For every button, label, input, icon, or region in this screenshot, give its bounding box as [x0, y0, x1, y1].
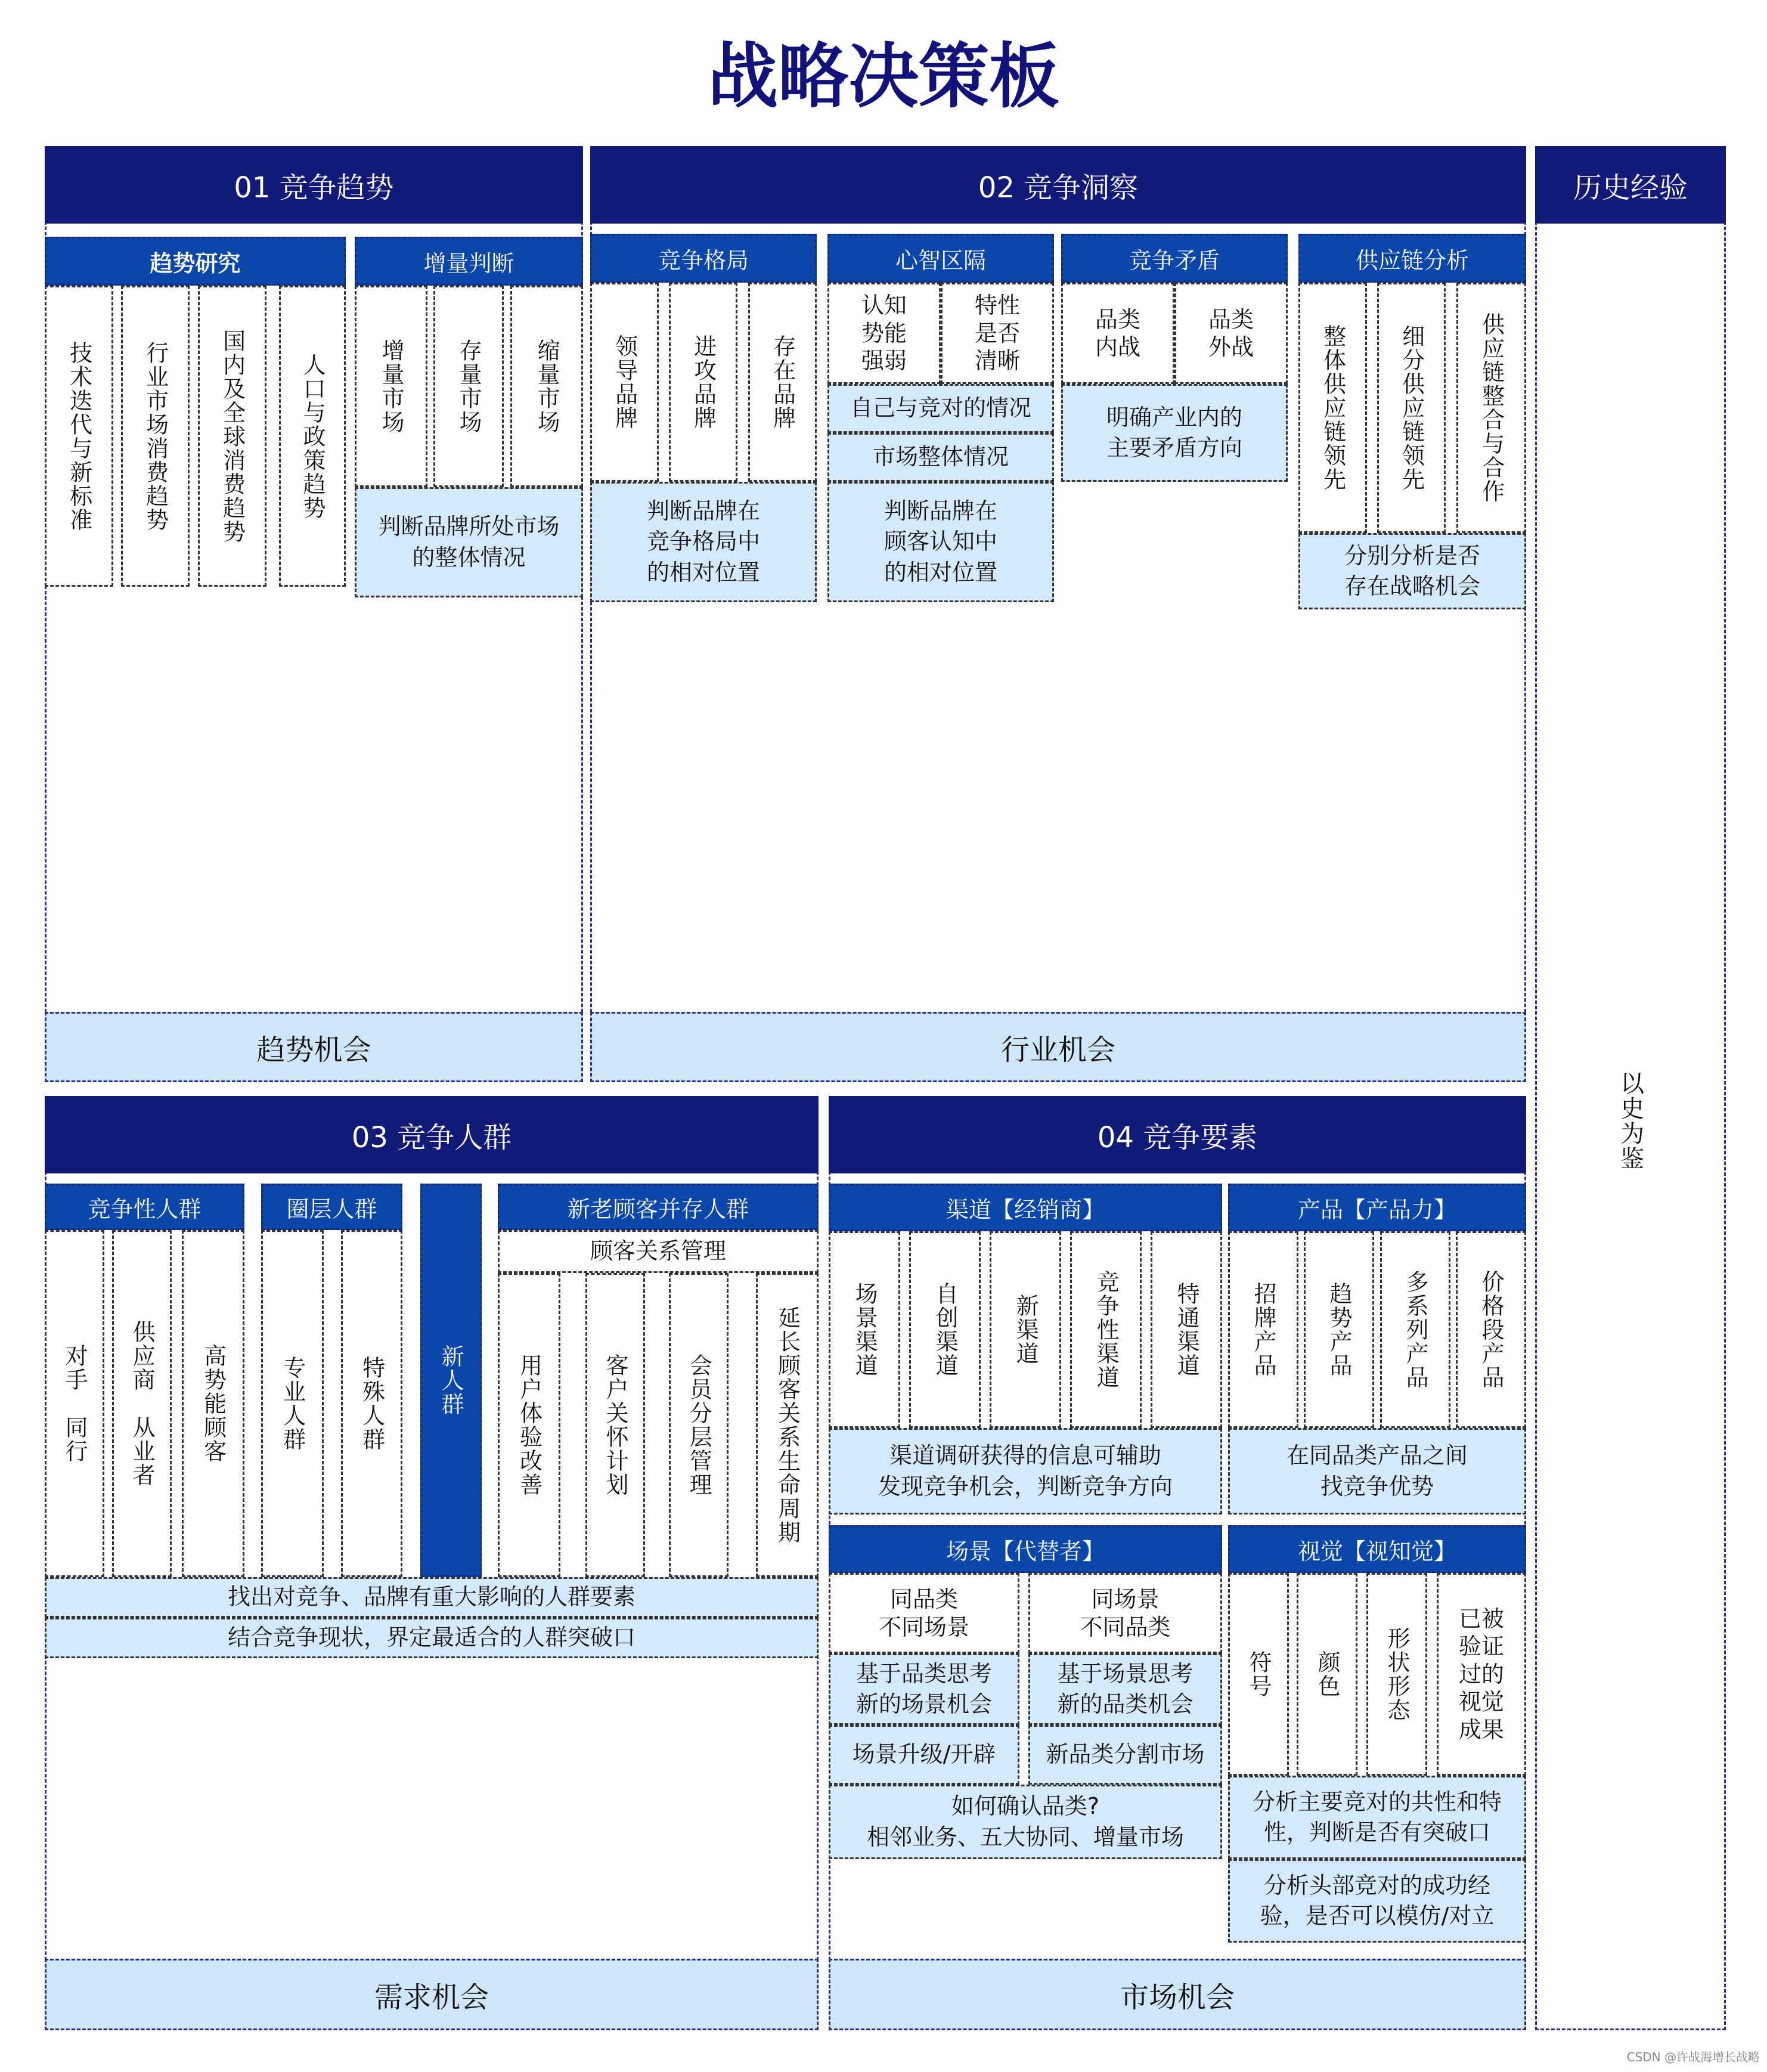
- new-people-block: 新人群: [420, 1184, 482, 1577]
- section-header-elements: 04 竞争要素: [829, 1096, 1526, 1173]
- section-header-insight: 02 竞争洞察: [590, 146, 1526, 224]
- channel-item: 场景渠道: [829, 1231, 900, 1428]
- opportunity-trend: 趋势机会: [45, 1012, 583, 1082]
- section-header-trend: 01 竞争趋势: [45, 146, 583, 224]
- visual-item: 颜色: [1297, 1573, 1357, 1776]
- history-body: 以史为鉴: [1616, 1071, 1644, 1171]
- visual-item: 已被 验证 过的 视觉 成果: [1437, 1573, 1526, 1776]
- crm-item: 延长顾客关系生命周期: [756, 1273, 819, 1577]
- people-note: 结合竞争现状，界定最适合的人群突破口: [45, 1618, 819, 1658]
- crm-item: 用户体验改善: [498, 1273, 560, 1577]
- supply-item: 细分供应链领先: [1377, 283, 1446, 533]
- subheader-increment: 增量判断: [355, 237, 583, 286]
- subheader-product: 产品【产品力】: [1228, 1184, 1526, 1231]
- conflict-item: 品类 内战: [1061, 283, 1174, 384]
- supply-item: 整体供应链领先: [1298, 283, 1367, 533]
- subheader-channel: 渠道【经销商】: [829, 1184, 1222, 1231]
- product-item: 多系列产品: [1380, 1231, 1450, 1428]
- opportunity-market: 市场机会: [829, 1959, 1526, 2030]
- increment-item: 增量市场: [355, 286, 427, 487]
- channel-item: 特通渠道: [1151, 1231, 1222, 1428]
- channel-item: 竞争性渠道: [1070, 1231, 1142, 1428]
- product-item: 趋势产品: [1304, 1231, 1374, 1428]
- subheader-visual: 视觉【视知觉】: [1228, 1525, 1526, 1573]
- subheader-conflict: 竞争矛盾: [1061, 234, 1288, 283]
- increment-item: 缩量市场: [510, 286, 583, 487]
- pattern-item: 存在品牌: [748, 283, 817, 482]
- channel-item: 自创渠道: [909, 1231, 981, 1428]
- supply-item: 供应链整合与合作: [1456, 283, 1526, 533]
- subheader-trend-research: 趋势研究: [45, 237, 346, 286]
- mind-item: 特性 是否 清晰: [941, 283, 1054, 384]
- increment-item: 存量市场: [433, 286, 504, 487]
- opportunity-demand: 需求机会: [45, 1959, 819, 2030]
- circle-item: 专业人群: [261, 1230, 324, 1577]
- competitive-item: 供应商 从业者: [112, 1230, 172, 1577]
- page-title: 战略决策板: [707, 35, 1059, 117]
- circle-item: 特殊人群: [341, 1230, 402, 1577]
- visual-item: 符号: [1228, 1573, 1289, 1776]
- scene-result: 场景升级/开辟: [829, 1725, 1019, 1785]
- increment-note: 判断品牌所处市场 的整体情况: [355, 487, 583, 597]
- subheader-circle: 圈层人群: [261, 1184, 402, 1230]
- supply-note: 分别分析是否 存在战略机会: [1298, 533, 1526, 609]
- scene-item: 同品类 不同场景: [829, 1573, 1019, 1653]
- scene-think: 基于品类思考 新的场景机会: [829, 1653, 1019, 1725]
- scene-result: 新品类分割市场: [1028, 1725, 1222, 1785]
- people-note: 找出对竞争、品牌有重大影响的人群要素: [45, 1577, 819, 1618]
- scene-note: 如何确认品类? 相邻业务、五大协同、增量市场: [829, 1785, 1222, 1859]
- visual-note: 分析头部竞对的成功经 验，是否可以模仿/对立: [1228, 1859, 1526, 1943]
- trend-item: 行业市场消费趋势: [121, 286, 190, 587]
- trend-item: 国内及全球消费趋势: [198, 286, 266, 587]
- section-header-people: 03 竞争人群: [45, 1096, 819, 1173]
- competitive-item: 高势能顾客: [182, 1230, 244, 1577]
- subheader-pattern: 竞争格局: [590, 234, 817, 283]
- conflict-note: 明确产业内的 主要矛盾方向: [1061, 384, 1288, 482]
- section-header-history: 历史经验: [1535, 146, 1726, 224]
- pattern-item: 进攻品牌: [669, 283, 737, 482]
- conflict-item: 品类 外战: [1174, 283, 1288, 384]
- channel-note: 渠道调研获得的信息可辅助 发现竞争机会，判断竞争方向: [829, 1428, 1222, 1514]
- subheader-mind: 心智区隔: [827, 234, 1054, 283]
- opportunity-industry: 行业机会: [590, 1012, 1526, 1082]
- crm-item: 客户关怀计划: [585, 1273, 645, 1577]
- subheader-competitive: 竞争性人群: [45, 1184, 244, 1230]
- crm-header: 顾客关系管理: [498, 1230, 819, 1273]
- subheader-supply: 供应链分析: [1298, 234, 1526, 283]
- scene-think: 基于场景思考 新的品类机会: [1028, 1653, 1222, 1725]
- channel-item: 新渠道: [990, 1231, 1061, 1428]
- visual-note: 分析主要竞对的共性和特 性，判断是否有突破口: [1228, 1776, 1526, 1859]
- watermark: CSDN @许战海增长战略: [1626, 2050, 1760, 2064]
- product-note: 在同品类产品之间 找竞争优势: [1228, 1428, 1526, 1514]
- product-item: 价格段产品: [1456, 1231, 1526, 1428]
- mind-row: 市场整体情况: [827, 433, 1054, 482]
- scene-item: 同场景 不同品类: [1028, 1573, 1222, 1653]
- mind-note: 判断品牌在 顾客认知中 的相对位置: [827, 482, 1054, 602]
- visual-item: 形状形态: [1366, 1573, 1427, 1776]
- pattern-note: 判断品牌在 竞争格局中 的相对位置: [590, 482, 817, 602]
- mind-row: 自己与竞对的情况: [827, 384, 1054, 433]
- trend-item: 人口与政策趋势: [279, 286, 346, 587]
- trend-item: 技术迭代与新标准: [45, 286, 113, 587]
- pattern-item: 领导品牌: [590, 283, 659, 482]
- subheader-coexist: 新老顾客并存人群: [498, 1184, 819, 1230]
- subheader-scene: 场景【代替者】: [829, 1525, 1222, 1573]
- mind-item: 认知 势能 强弱: [827, 283, 941, 384]
- product-item: 招牌产品: [1228, 1231, 1298, 1428]
- crm-item: 会员分层管理: [669, 1273, 728, 1577]
- competitive-item: 对手 同行: [45, 1230, 104, 1577]
